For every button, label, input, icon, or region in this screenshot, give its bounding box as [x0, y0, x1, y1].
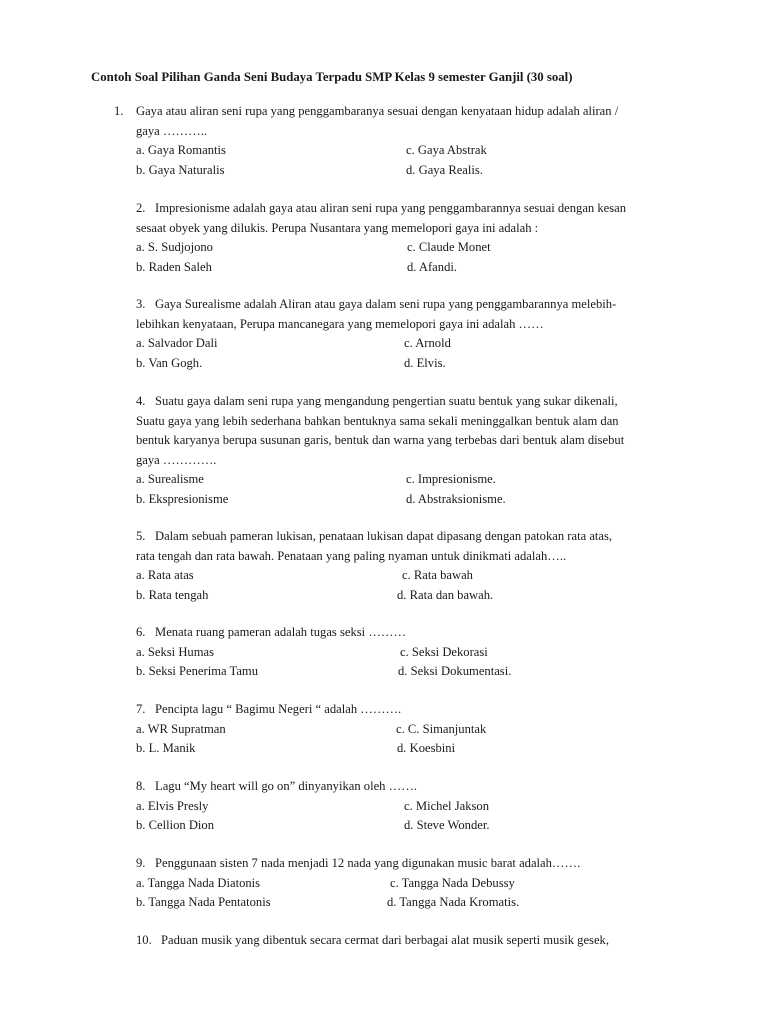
option-a: a. Elvis Presly	[136, 798, 209, 813]
question-line: Impresionisme adalah gaya atau aliran seni rupa yang penggambarannya sesuai dengan kesan	[155, 201, 627, 215]
page-title: Contoh Soal Pilihan Ganda Seni Budaya Terpadu SMP Kelas 9 semester Ganjil (30 soal)	[91, 70, 573, 84]
option-c: c. Tangga Nada Debussy	[390, 875, 515, 890]
question-3	[136, 295, 676, 373]
option-c: c. Rata bawah	[402, 568, 473, 582]
option-b: b. Seksi Penerima Tamu	[136, 664, 259, 678]
question-number: 3.	[136, 297, 146, 311]
option-d: d. Steve Wonder.	[404, 818, 490, 832]
option-row	[136, 258, 676, 278]
question-line: Lagu “My heart will go on” dinyanyikan oleh …….	[155, 779, 417, 793]
option-row	[136, 354, 676, 374]
question-stem	[136, 931, 676, 951]
option-row	[136, 161, 676, 181]
option-a: a. Tangga Nada Diatonis	[136, 875, 261, 890]
question-number: 8.	[136, 779, 146, 793]
option-b: b. Gaya Naturalis	[136, 162, 225, 177]
option-a: a. WR Supratman	[136, 721, 226, 736]
question-line: Gaya Surealisme adalah Aliran atau gaya dalam seni rupa yang penggambarannya melebih-	[155, 297, 617, 311]
option-row	[136, 586, 676, 606]
option-row	[136, 662, 676, 682]
option-a: a. Gaya Romantis	[136, 143, 226, 157]
option-a: a. Surealisme	[136, 472, 204, 486]
question-line: Suatu gaya yang lebih sederhana bahkan bentuknya sama sekali meninggalkan bentuk alam dan	[136, 413, 619, 428]
question-line: sesaat obyek yang dilukis. Perupa Nusantara yang memelopori gaya ini adalah :	[136, 220, 539, 235]
option-row	[136, 720, 676, 740]
option-c: c. Michel Jakson	[404, 798, 489, 813]
option-c: c. Seksi Dekorasi	[400, 644, 488, 659]
question-10	[136, 931, 676, 951]
question-line: Paduan musik yang dibentuk secara cermat dari berbagai alat musik seperti musik gesek,	[161, 933, 609, 947]
question-line: lebihkan kenyataan, Perupa mancanegara yang memelopori gaya ini adalah ……	[136, 316, 544, 331]
question-number: 2.	[136, 201, 146, 215]
option-row	[136, 490, 676, 510]
option-row	[136, 893, 676, 913]
question-2	[136, 199, 676, 277]
question-number: 1.	[114, 104, 124, 118]
option-d: d. Seksi Dokumentasi.	[398, 664, 512, 678]
option-b: b. Tangga Nada Pentatonis	[136, 895, 271, 909]
option-b: b. Van Gogh.	[136, 355, 203, 370]
question-stem	[136, 199, 676, 238]
option-c: c. C. Simanjuntak	[396, 721, 487, 736]
question-stem	[136, 295, 676, 334]
option-d: d. Elvis.	[404, 355, 446, 370]
option-row	[136, 141, 676, 161]
question-stem	[136, 700, 676, 720]
question-number: 9.	[136, 856, 146, 870]
question-line: Suatu gaya dalam seni rupa yang mengandung pengertian suatu bentuk yang sukar dikenali,	[155, 394, 618, 408]
question-line: gaya ………….	[136, 452, 217, 467]
option-c: c. Claude Monet	[407, 240, 491, 254]
question-stem	[114, 102, 676, 141]
question-line: bentuk karyanya berupa susunan garis, bentuk dan warna yang terbebas dari bentuk alam disebut	[136, 433, 625, 447]
option-b: b. Ekspresionisme	[136, 491, 229, 506]
option-b: b. Cellion Dion	[136, 818, 215, 832]
question-number: 5.	[136, 529, 146, 543]
option-d: d. Rata dan bawah.	[397, 587, 494, 602]
question-number: 4.	[136, 394, 146, 408]
question-number: 10.	[136, 933, 152, 947]
question-stem	[136, 623, 676, 643]
option-b: b. L. Manik	[136, 741, 196, 755]
question-line: Gaya atau aliran seni rupa yang penggambaranya sesuai dengan kenyataan hidup adalah aliran /	[136, 104, 619, 118]
question-line: Menata ruang pameran adalah tugas seksi ………	[155, 625, 407, 639]
question-stem	[136, 527, 676, 566]
option-a: a. Salvador Dali	[136, 336, 218, 350]
option-row	[136, 797, 676, 817]
question-number: 6.	[136, 625, 146, 639]
question-line: Penggunaan sisten 7 nada menjadi 12 nada yang digunakan music barat adalah…….	[155, 856, 581, 870]
option-row	[136, 816, 676, 836]
option-row	[136, 566, 676, 586]
option-row	[136, 238, 676, 258]
option-row	[136, 643, 676, 663]
question-line: Pencipta lagu “ Bagimu Negeri “ adalah ……….	[155, 702, 402, 716]
question-stem	[136, 392, 676, 470]
option-d: d. Koesbini	[397, 741, 456, 755]
option-a: a. S. Sudjojono	[136, 240, 213, 254]
option-a: a. Rata atas	[136, 568, 194, 582]
question-1	[114, 102, 676, 180]
option-row	[136, 739, 676, 759]
option-a: a. Seksi Humas	[136, 644, 215, 659]
option-b: b. Raden Saleh	[136, 259, 212, 274]
option-d: d. Tangga Nada Kromatis.	[387, 895, 520, 909]
option-d: d. Gaya Realis.	[406, 162, 483, 177]
question-5	[136, 527, 676, 605]
question-line: gaya ………..	[136, 123, 207, 138]
option-b: b. Rata tengah	[136, 587, 209, 602]
question-stem	[136, 854, 676, 874]
option-row	[136, 470, 676, 490]
question-9	[136, 854, 676, 913]
question-7	[136, 700, 676, 759]
option-c: c. Gaya Abstrak	[406, 143, 487, 157]
question-stem	[136, 777, 676, 797]
question-line: rata tengah dan rata bawah. Penataan yang paling nyaman untuk dinikmati adalah…..	[136, 548, 567, 563]
option-c: c. Impresionisme.	[406, 472, 496, 486]
option-row	[136, 334, 676, 354]
question-4	[136, 392, 676, 509]
question-6	[136, 623, 676, 682]
question-line: Dalam sebuah pameran lukisan, penataan lukisan dapat dipasang dengan patokan rata atas,	[155, 529, 613, 543]
question-8	[136, 777, 676, 836]
question-number: 7.	[136, 702, 146, 716]
option-d: d. Abstraksionisme.	[406, 491, 506, 506]
option-d: d. Afandi.	[407, 259, 458, 274]
option-row	[136, 874, 676, 894]
option-c: c. Arnold	[404, 336, 451, 350]
